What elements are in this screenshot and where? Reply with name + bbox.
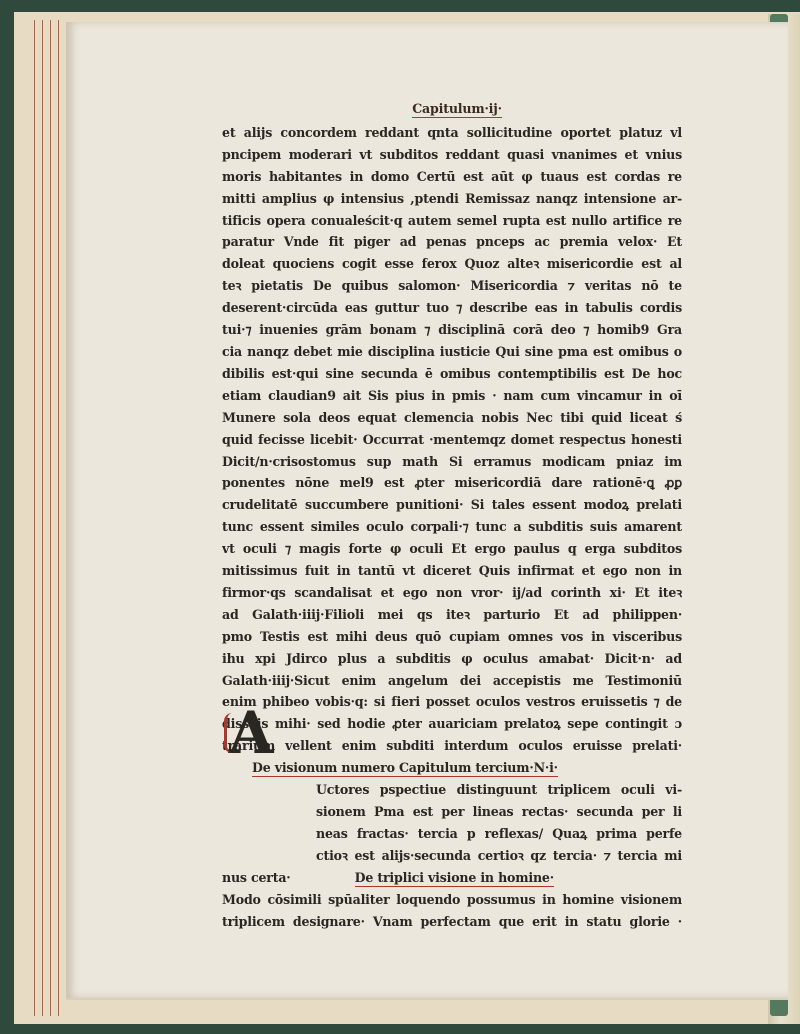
- text-line: mitti amplius φ intensius ,ptendi Remissaz nanqz intensione ar-: [222, 190, 682, 206]
- text-line: paratur Vnde fit piger ad penas pnceps ac premia velox· Et: [222, 234, 682, 250]
- sub-heading: De triplici visione in homine·: [354, 869, 554, 885]
- page-edge: [58, 20, 59, 1016]
- final-lines: [222, 889, 682, 933]
- text-line: Munere sola deos equat clemencia nobis Nec tibi quid liceat ś: [222, 409, 682, 425]
- text-line: moris habitantes in domo Certū est aūt φ tuaus est cordas re: [222, 168, 682, 184]
- text-line: tificis opera conualeścit·q autem semel rupta est nullo artifice re: [222, 212, 682, 228]
- text-line: neas fractas· tercia p reflexas/ Quaꝝ prima perfe: [316, 825, 682, 841]
- text-line: vt oculi ⁊ magis forte φ oculi Et ergo paulus q erga subditos: [222, 541, 682, 557]
- text-line: crudelitatē succumbere punitioni· Si tales essent modoꝝ prelati: [222, 497, 682, 513]
- text-line: Galath·iiij·Sicut enim angelum dei accepistis me Testimoniū: [222, 672, 682, 688]
- text-line: tunc essent similes oculo corpali·⁊ tunc a subditis suis amarent: [222, 519, 682, 535]
- text-block: [222, 98, 682, 932]
- text-line: teꝛ pietatis De quibus salomon· Misericordia ⁊ veritas nō te: [222, 278, 682, 294]
- text-line: enim phibeo vobis·q: si fieri posset oculos vestros eruissetis ⁊ de: [222, 694, 682, 710]
- text-line: etiam claudian9 ait Sis pius in pmis · nam cum vincamur in oī: [222, 387, 682, 403]
- text-line: tui·⁊ inuenies grām bonam ⁊ disciplinā corā deo ⁊ homib9 Gra: [222, 322, 682, 338]
- page-edge: [42, 20, 43, 1016]
- text-line: doleat quociens cogit esse ferox Quoz alteꝛ misericordie est al: [222, 256, 682, 272]
- text-line: pncipem moderari vt subditos reddant quasi vnanimes et vnius: [222, 146, 682, 162]
- text-line: ad Galath·iiij·Filioli mei qs iteꝛ parturio Et ad philippen·: [222, 606, 682, 622]
- body-text: [222, 122, 682, 779]
- text-line: deserent·circūda eas guttur tuo ⁊ describe eas in tabulis cordis: [222, 300, 682, 316]
- text-line: et alijs concordem reddant qnta sollicitudine oportet platuz vl: [222, 124, 682, 140]
- text-line: trarium vellent enim subditi interdum oculos eruisse prelati·: [222, 738, 682, 754]
- drop-cap-initial: A: [228, 699, 274, 767]
- text-line: Dicit/n·crisostomus sup math Si erramus modicam pniaz im: [222, 453, 682, 469]
- text-line: triplicem designare· Vnam perfectam que erit in statu glorie ·: [222, 913, 682, 929]
- text-line: pmo Testis est mihi deus quō cupiam omnes vos in visceribus: [222, 628, 682, 644]
- text-line: ctioꝛ est alijs·secunda certioꝛ qz tercia· ⁊ tercia mi: [316, 847, 682, 863]
- text-line: ponentes nōne mel9 est ꝓter misericordiā dare rationē·ꝗ ꝓꝑ: [222, 475, 682, 491]
- second-paragraph: [222, 779, 682, 867]
- text-line: Modo cōsimili spūaliter loquendo possumus in homine visionem: [222, 891, 682, 907]
- text-line: ihu xpi Jdirco plus a subditis φ oculus amabat· Dicit·n· ad: [222, 650, 682, 666]
- nus-line: nus certa· De triplici visione in homine·: [222, 869, 554, 885]
- chapter-heading-text: De visionum numero Capitulum tercium·N·i·: [252, 760, 558, 776]
- text-line: sionem Pma est per lineas rectas· secunda per li: [316, 804, 682, 819]
- text-line: Uctores pspectiue distinguunt triplicem oculi vi-: [316, 782, 682, 798]
- text-line: cia nanqz debet mie disciplina iusticie Qui sine pma est omibus o: [222, 343, 682, 359]
- text-line: mitissimus fuit in tantū vt diceret Quis infirmat et ego non in: [222, 563, 682, 579]
- text-line: quid fecisse licebit· Occurrat ·mentemqz domet respectus honesti: [222, 431, 682, 447]
- chapter-heading: [222, 757, 682, 779]
- page-edge: [50, 20, 51, 1016]
- text-line: firmor·qs scandalisat et ego non vror· ij/ad corinth xi· Et iteꝛ: [222, 584, 682, 600]
- text-line: dibilis est·qui sine secunda ē omibus contemptibilis est De hoc: [222, 365, 682, 381]
- chapter-heading: Capitulum·ij·: [412, 101, 502, 116]
- page-edge: [34, 20, 35, 1016]
- text-line: disseis mihi· sed hodie ꝓter auariciam prelatoꝝ sepe contingit ɔ: [222, 716, 682, 732]
